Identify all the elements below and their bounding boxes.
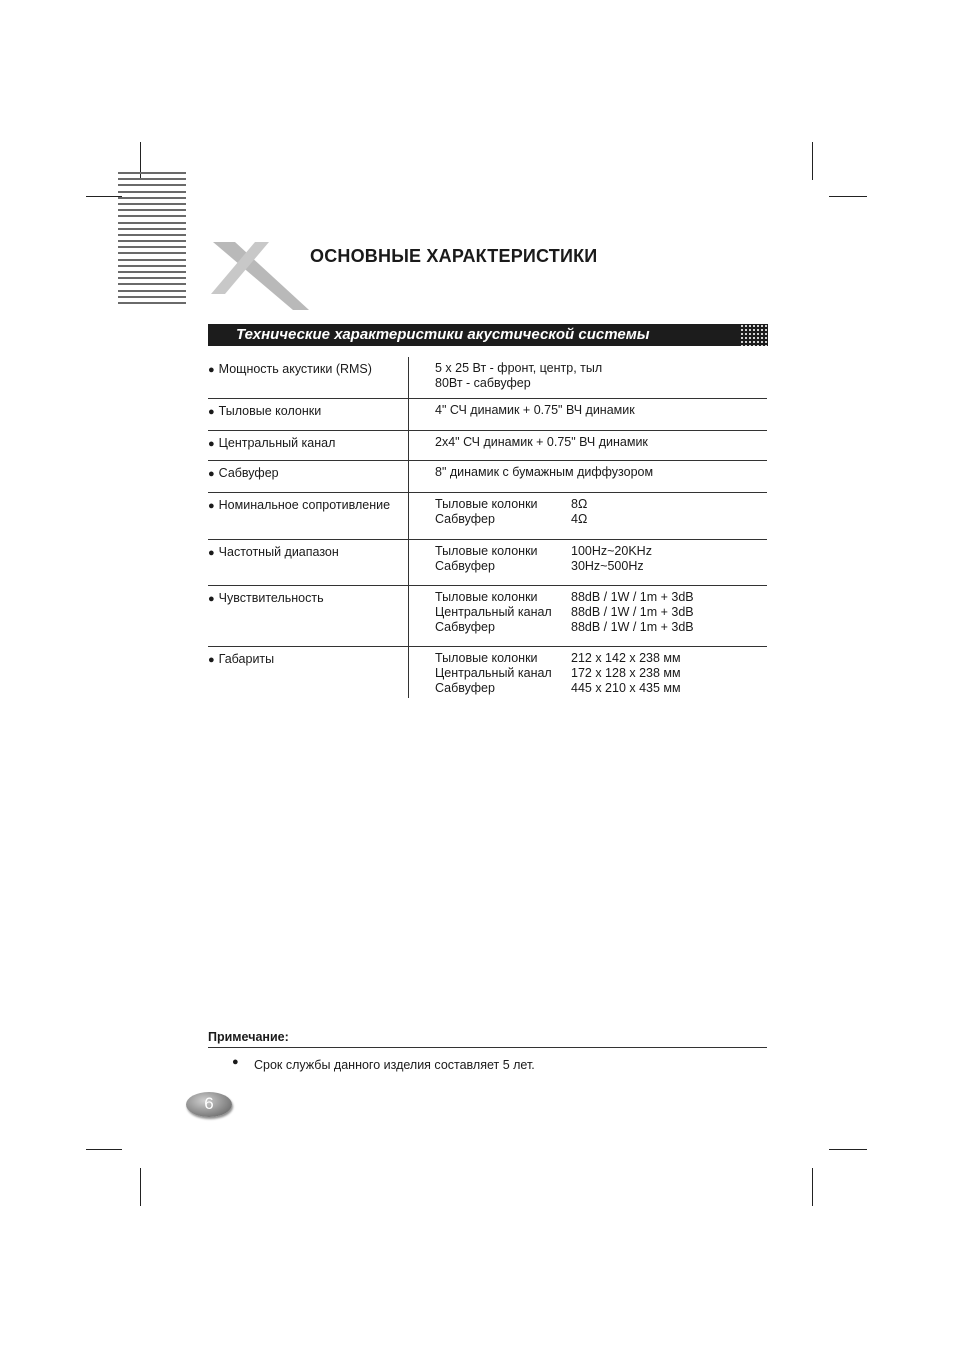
note-divider [208,1047,767,1048]
spec-label: Тыловые колонки [218,404,322,418]
crop-mark [829,1149,867,1150]
spec-label: Мощность акустики (RMS) [218,362,372,376]
crop-mark [829,196,867,197]
spec-row [208,540,767,586]
crop-mark [812,1168,813,1206]
bullet-icon: ● [208,547,215,559]
specs-table [208,357,767,698]
spec-value: 212 x 142 x 238 мм [571,651,681,665]
spec-value: 4Ω [571,512,588,527]
spec-row [208,431,767,461]
bullet-icon: ● [208,468,215,480]
note-title: Примечание: [208,1030,289,1044]
x-logo-icon [205,236,315,314]
spec-key: Тыловые колонки [435,651,538,665]
spec-key: Сабвуфер [435,512,495,527]
bullet-icon: ● [208,438,215,450]
spec-key: Тыловые колонки [435,544,538,558]
spec-value: 445 x 210 x 435 мм [571,681,681,696]
spec-label: Габариты [218,652,275,666]
bullet-icon: ● [208,406,215,418]
spec-value: 2x4" СЧ динамик + 0.75" ВЧ динамик [435,435,648,449]
spec-key: Сабвуфер [435,559,495,574]
spec-key: Тыловые колонки [435,497,538,511]
page-title: ОСНОВНЫЕ ХАРАКТЕРИСТИКИ [310,246,598,266]
section-title: Технические характеристики акустической системы [236,326,650,343]
spec-value: 30Hz~500Hz [571,559,644,574]
spec-label: Частотный диапазон [218,545,339,559]
bullet-icon: ● [208,593,215,605]
spec-value: 8" динамик с бумажным диффузором [435,465,654,479]
spec-value: 172 x 128 x 238 мм [571,666,681,681]
spec-row [208,357,767,399]
spec-label: Сабвуфер [218,466,279,480]
spec-value: 88dB / 1W / 1m + 3dB [571,590,694,604]
spec-key: Центральный канал [435,666,552,681]
spec-key: Сабвуфер [435,681,495,696]
spec-label: Центральный канал [218,436,336,450]
crop-mark [140,1168,141,1206]
decorative-stripes [118,172,186,312]
page-number: 6 [204,1094,214,1113]
spec-key: Тыловые колонки [435,590,538,604]
spec-key: Центральный канал [435,605,552,620]
spec-value: 4" СЧ динамик + 0.75" ВЧ динамик [435,403,635,417]
bullet-icon: ● [208,654,215,666]
bullet-icon: ● [208,364,215,376]
bullet-icon: ● [208,500,215,512]
halftone-dots [740,324,768,346]
spec-row [208,399,767,431]
spec-row [208,461,767,493]
spec-value: 5 x 25 Вт - фронт, центр, тыл [435,361,603,375]
spec-value: 88dB / 1W / 1m + 3dB [571,620,694,635]
spec-value: 8Ω [571,497,588,511]
spec-label: Номинальное сопротивление [218,498,391,512]
note-text: Срок службы данного изделия составляет 5 лет. [254,1058,535,1072]
bullet-icon: ● [232,1056,239,1068]
spec-value: 80Вт - сабвуфер [435,376,531,391]
crop-mark [812,142,813,180]
spec-row [208,493,767,540]
spec-value: 88dB / 1W / 1m + 3dB [571,605,694,620]
page-number-badge [186,1092,232,1117]
spec-row [208,586,767,647]
spec-value: 100Hz~20KHz [571,544,652,558]
crop-mark [86,196,122,197]
spec-key: Сабвуфер [435,620,495,635]
crop-mark [86,1149,122,1150]
spec-row [208,647,767,698]
section-header-bar [208,324,768,346]
spec-label: Чувствительность [218,591,324,605]
